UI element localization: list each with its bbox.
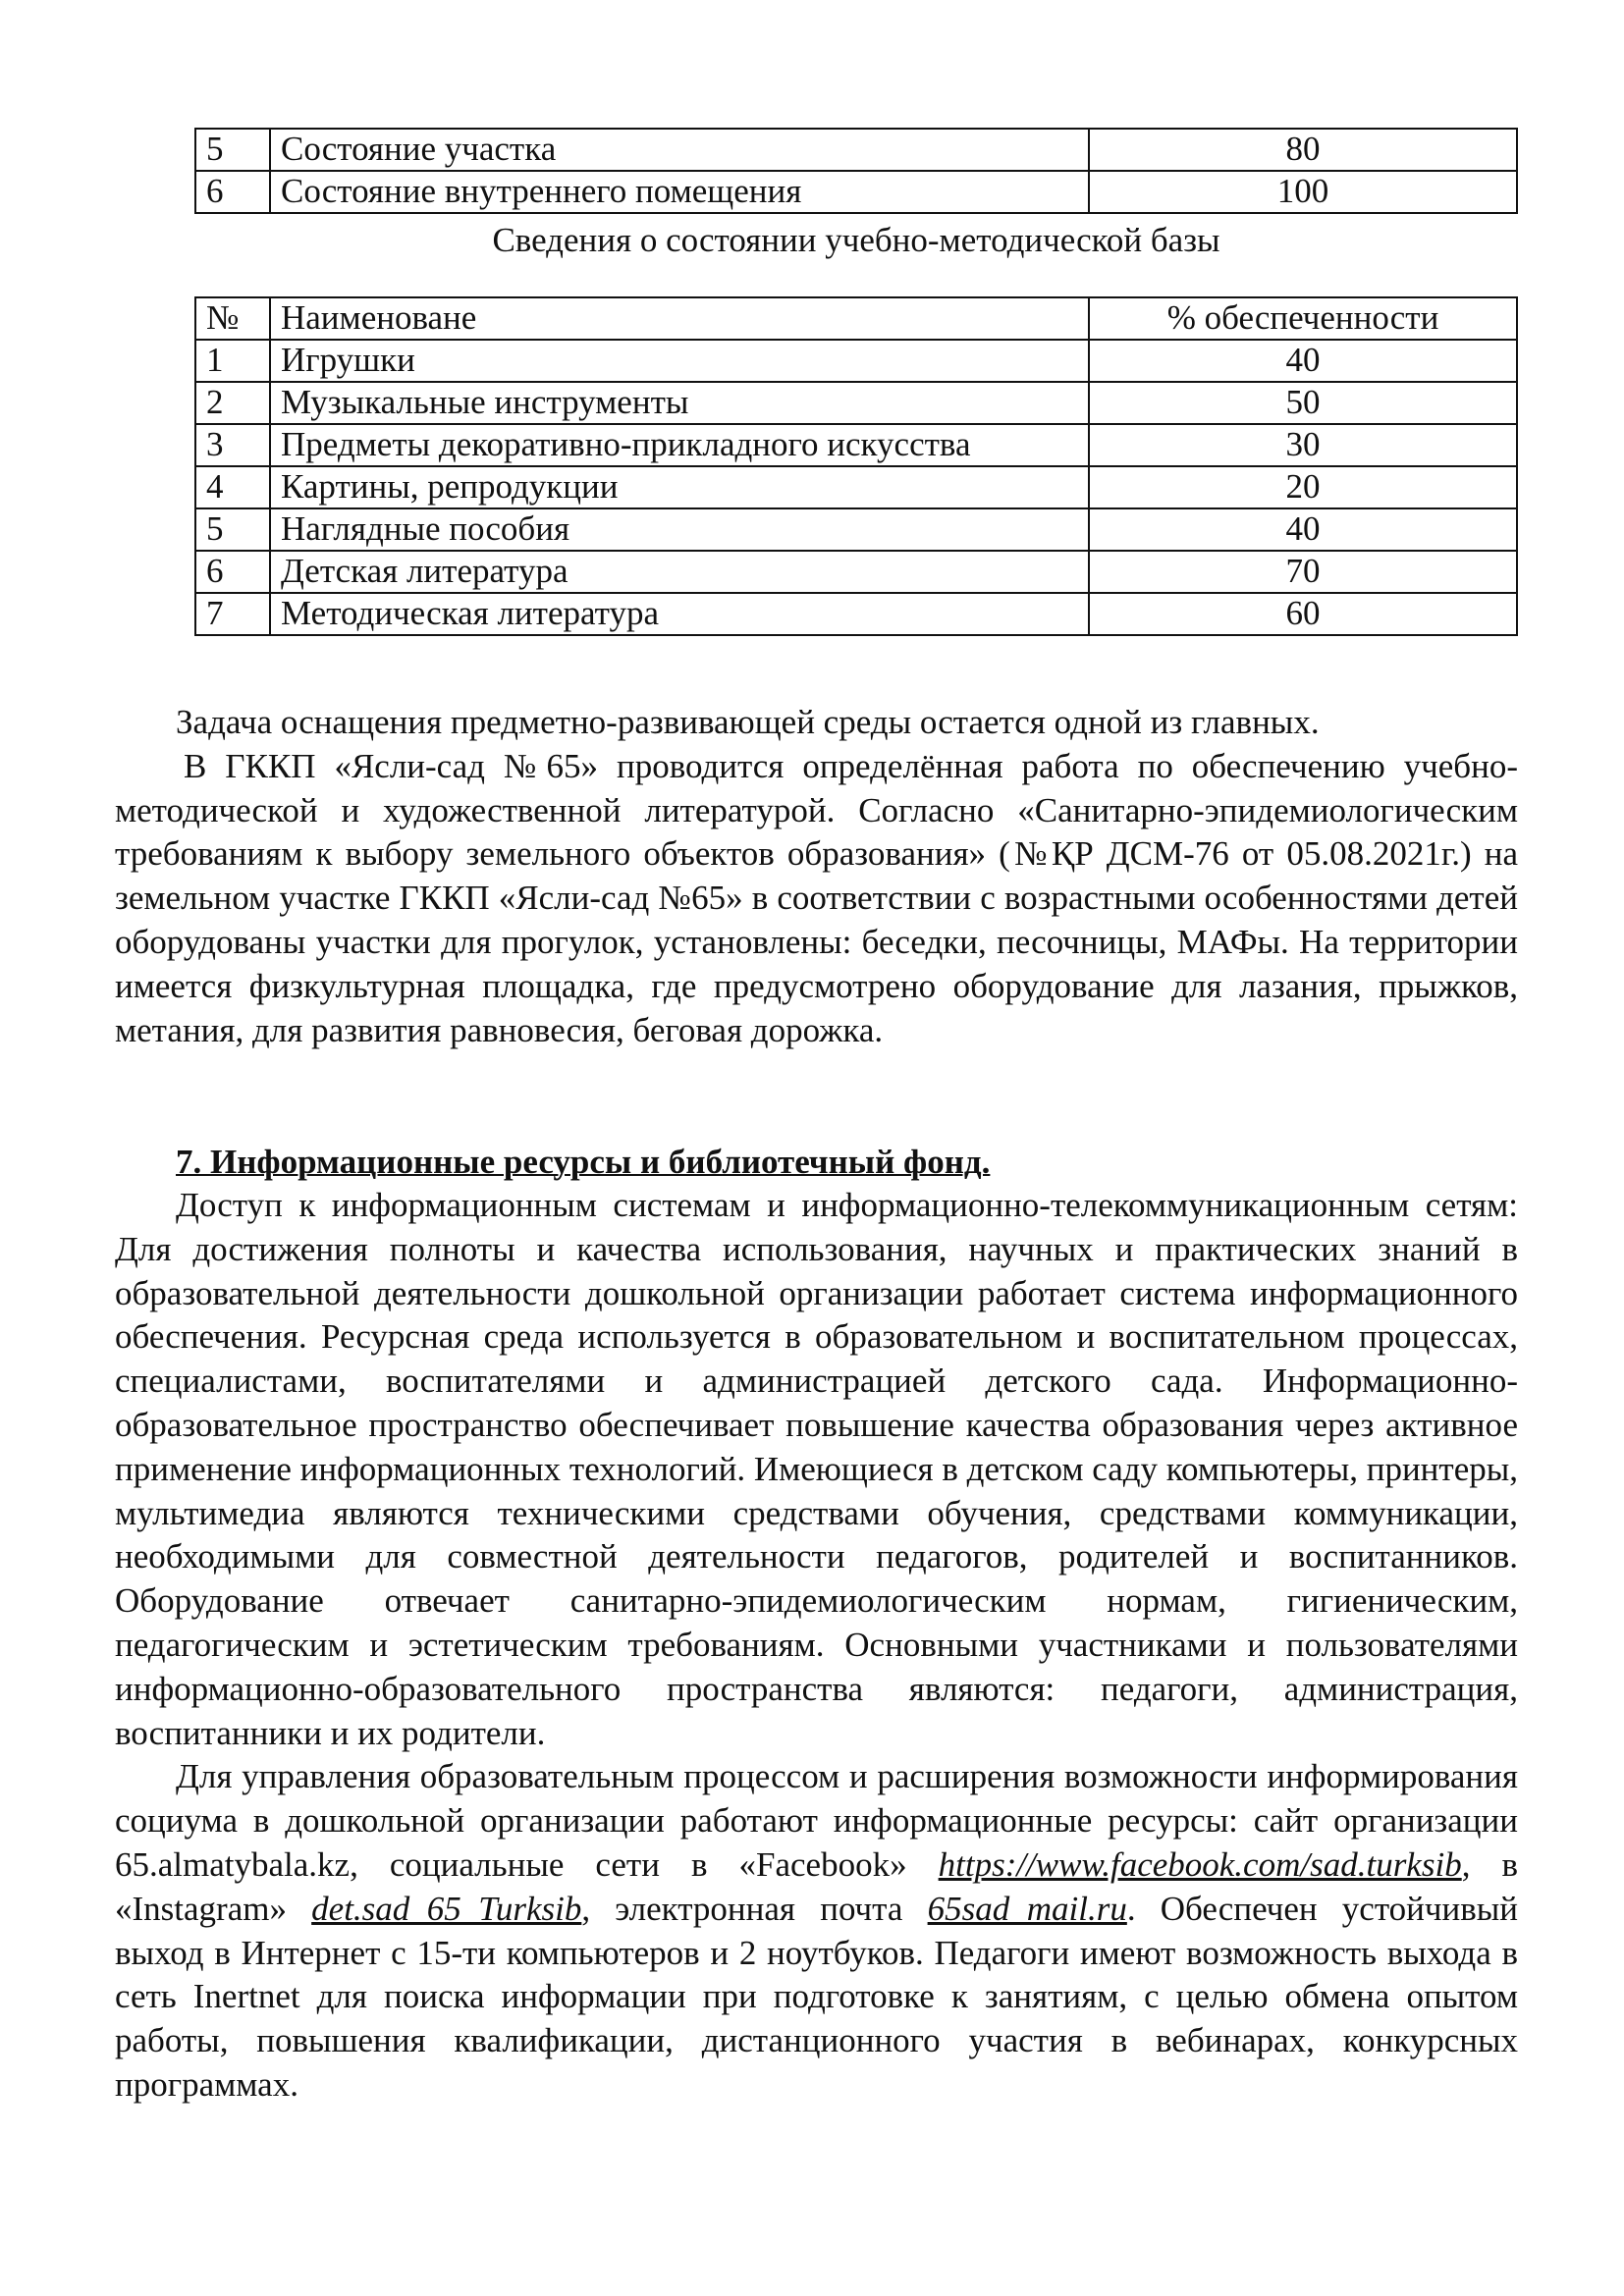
table-row bbox=[195, 424, 1517, 466]
email-link[interactable]: 65sad_mail.ru bbox=[927, 1889, 1127, 1928]
row-name: Картины, репродукции bbox=[270, 466, 1089, 508]
table-header-row bbox=[195, 297, 1517, 340]
row-value: 40 bbox=[1089, 508, 1517, 551]
row-value: 30 bbox=[1089, 424, 1517, 466]
row-name: Методическая литература bbox=[270, 593, 1089, 635]
row-number: 6 bbox=[195, 551, 270, 593]
paragraph bbox=[115, 1755, 1518, 2107]
table-row bbox=[195, 171, 1517, 213]
paragraph: Доступ к информационным системам и информационно-телекоммуникационным сетям: Для достижения полноты и качества использования, научных и практических знаний в образовательной деятельности дошкольной организации работает система информационного обеспечения. Ресурсная среда используется в образовательном и воспитательном процессах, специалистами, воспитателями и администрацией детского сада. Информационно-образовательное пространство обеспечивает повышение качества образования через активное применение информационных технологий. Имеющиеся в детском саду компьютеры, принтеры, мультимедиа являются техническими средствами обучения, средствами коммуникации, необходимыми для совместной деятельности педагогов, родителей и воспитанников. Оборудование отвечает санитарно-эпидемиологическим нормам, гигиеническим, педагогическим и эстетическим требованиям. Основными участниками и пользователями информационно-образовательного пространства являются: педагоги, администрация, воспитанники и их родители. bbox=[115, 1186, 1519, 1752]
row-number: 1 bbox=[195, 340, 270, 382]
paragraph-text: , в «Instagram» bbox=[115, 1844, 1519, 1928]
paragraph-text: . Обеспечен устойчивый выход в Интернет с 15-ти компьютеров и 2 ноутбуков. Педагоги имеют возможность выхода в сеть Inertnet для поиска информации при подготовке к занятиям, с целью обмена опытом работы, повышения квалификации, дистанционного участия в вебинарах, конкурсных программах. bbox=[115, 1889, 1519, 2104]
row-number: 4 bbox=[195, 466, 270, 508]
table-row bbox=[195, 340, 1517, 382]
row-name: Предметы декоративно-прикладного искусства bbox=[270, 424, 1089, 466]
row-value: 20 bbox=[1089, 466, 1517, 508]
row-name: Музыкальные инструменты bbox=[270, 382, 1089, 424]
row-number: 6 bbox=[195, 171, 270, 213]
row-name: Детская литература bbox=[270, 551, 1089, 593]
table-row bbox=[195, 382, 1517, 424]
section-heading: 7. Информационные ресурсы и библиотечный фонд. bbox=[176, 1143, 991, 1181]
table-row bbox=[195, 593, 1517, 635]
header-number: № bbox=[195, 297, 270, 340]
table-row bbox=[195, 551, 1517, 593]
header-name: Наименоване bbox=[270, 297, 1089, 340]
row-number: 3 bbox=[195, 424, 270, 466]
row-name: Наглядные пособия bbox=[270, 508, 1089, 551]
row-number: 5 bbox=[195, 508, 270, 551]
row-value: 80 bbox=[1089, 129, 1517, 171]
paragraph: Задача оснащения предметно-развивающей среды остается одной из главных. bbox=[176, 703, 1320, 741]
methodical-base-table bbox=[194, 296, 1518, 636]
table-row bbox=[195, 466, 1517, 508]
table-row bbox=[195, 508, 1517, 551]
row-value: 60 bbox=[1089, 593, 1517, 635]
section-7-body bbox=[115, 1184, 1518, 2108]
row-name: Состояние внутреннего помещения bbox=[270, 171, 1089, 213]
equipment-paragraphs bbox=[115, 701, 1518, 1052]
row-number: 5 bbox=[195, 129, 270, 171]
row-number: 2 bbox=[195, 382, 270, 424]
paragraph-text: , электронная почта bbox=[581, 1889, 928, 1928]
row-name: Игрушки bbox=[270, 340, 1089, 382]
facility-condition-table bbox=[194, 128, 1518, 214]
row-number: 7 bbox=[195, 593, 270, 635]
row-value: 70 bbox=[1089, 551, 1517, 593]
paragraph-text: Для управления образовательным процессом и расширения возможности информирования социума в дошкольной организации работают информационные ресурсы: сайт организации 65.almatybala.kz, социальные сети в «Facebook» bbox=[115, 1757, 1518, 1884]
row-value: 50 bbox=[1089, 382, 1517, 424]
facebook-link[interactable]: https://www.facebook.com/sad.turksib bbox=[938, 1844, 1462, 1884]
row-value: 40 bbox=[1089, 340, 1517, 382]
table-row bbox=[195, 129, 1517, 171]
row-name: Состояние участка bbox=[270, 129, 1089, 171]
header-value: % обеспеченности bbox=[1089, 297, 1517, 340]
row-value: 100 bbox=[1089, 171, 1517, 213]
table-caption: Сведения о состоянии учебно-методической базы bbox=[492, 221, 1220, 259]
instagram-link[interactable]: det.sad_65_Turksib bbox=[311, 1889, 582, 1928]
paragraph: В ГККП «Ясли-сад №65» проводится определённая работа по обеспечению учебно-методической и художественной литературой. Согласно «Санитарно-эпидемиологическим требованиям к выбору земельного объектов образования» (№ҚР ДСМ-76 от 05.08.2021г.) на земельном участке ГККП «Ясли-сад №65» в соответствии с возрастными особенностями детей оборудованы участки для прогулок, установлены: беседки, песочницы, МАФы. На территории имеется физкультурная площадка, где предусмотрено оборудование для лазания, прыжков, метания, для развития равновесия, беговая дорожка. bbox=[115, 746, 1518, 1049]
